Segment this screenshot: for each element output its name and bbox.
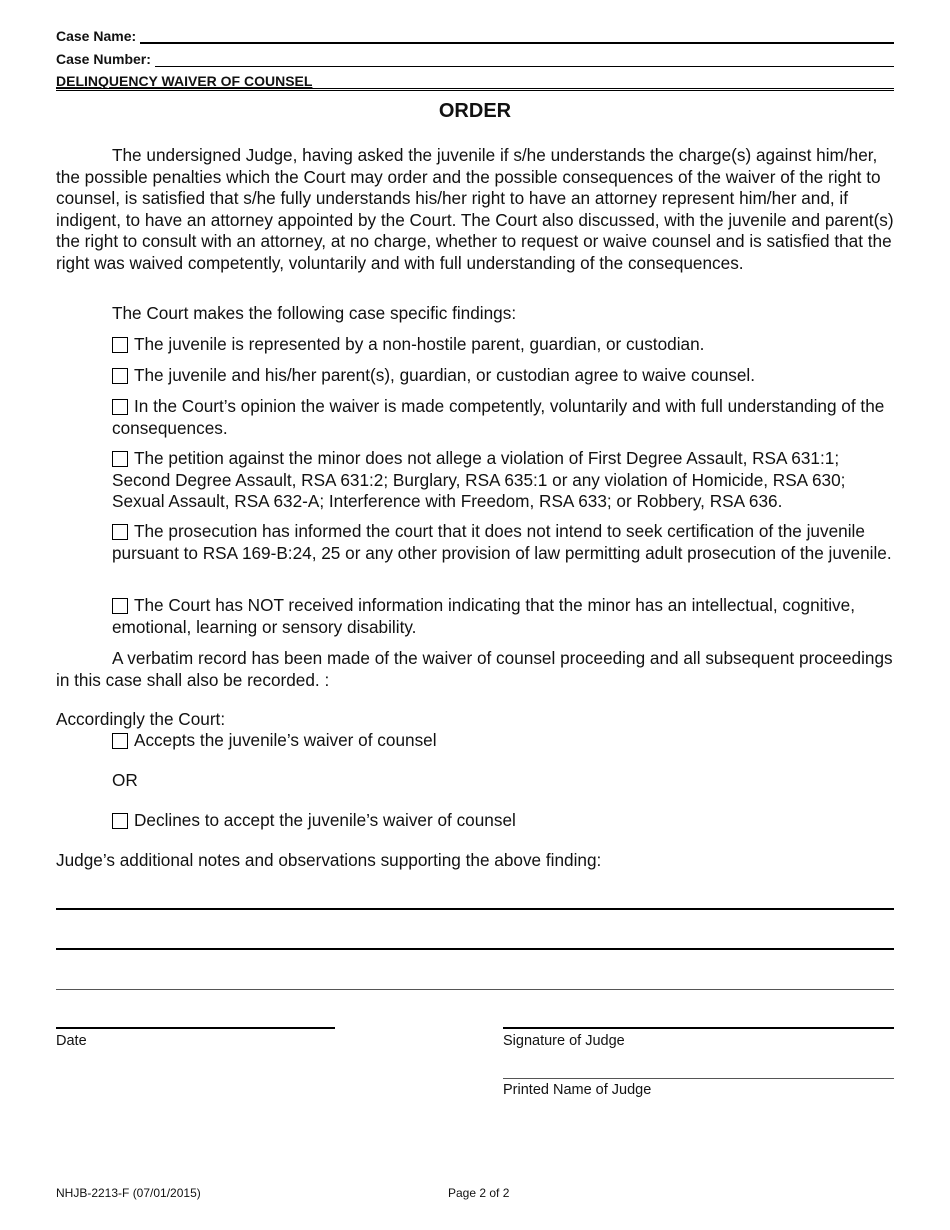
notes-line[interactable] bbox=[56, 948, 894, 950]
case-number-label: Case Number: bbox=[56, 51, 151, 67]
checkbox[interactable] bbox=[112, 337, 128, 353]
header-divider bbox=[56, 88, 894, 91]
decline-checkbox[interactable] bbox=[112, 813, 128, 829]
judge-signature-label: Signature of Judge bbox=[503, 1033, 625, 1049]
finding-text: The prosecution has informed the court that it does not intend to seek certification of the juvenile pursuant to RSA 169-B:24, 25 or any other provision of law permitting adult prosecution of the juvenile. bbox=[112, 521, 892, 563]
intro-paragraph: The undersigned Judge, having asked the juvenile if s/he understands the charge(s) against him/her, the possible penalties which the Court may order and the possible consequences of the waiver of the right to counsel, is satisfied that s/he fully understands his/her right to have an attorney represent him/her and, if indigent, to have an attorney appointed by the Court. The Court also discussed, with the juvenile and parent(s) the right to consult with an attorney, at no charge, whether to request or waive counsel and is satisfied that the right was waived competently, voluntarily and with full understanding of the consequences. bbox=[56, 145, 894, 273]
finding-item bbox=[112, 595, 894, 638]
finding-text: The petition against the minor does not allege a violation of First Degree Assault, RSA 631:1; Second Degree Assault, RSA 631:2; Burglary, RSA 635:1 or any violation of Homicide, RSA 630; Sexual Assault, RSA 632-A; Interference with Freedom, RSA 633; or Robbery, RSA 636. bbox=[112, 448, 846, 511]
checkbox[interactable] bbox=[112, 368, 128, 384]
checkbox[interactable] bbox=[112, 524, 128, 540]
printed-name-label: Printed Name of Judge bbox=[503, 1082, 652, 1098]
accept-option bbox=[112, 730, 894, 752]
finding-text: The juvenile and his/her parent(s), guardian, or custodian agree to waive counsel. bbox=[134, 365, 756, 385]
decline-option bbox=[112, 810, 894, 832]
notes-line[interactable] bbox=[56, 989, 894, 990]
printed-name-line[interactable] bbox=[503, 1078, 894, 1079]
case-name-row bbox=[56, 28, 894, 44]
form-id: NHJB-2213-F (07/01/2015) bbox=[56, 1186, 201, 1200]
finding-text: The juvenile is represented by a non-hostile parent, guardian, or custodian. bbox=[134, 334, 705, 354]
finding-item bbox=[112, 334, 894, 356]
checkbox[interactable] bbox=[112, 451, 128, 467]
accept-checkbox[interactable] bbox=[112, 733, 128, 749]
order-title: ORDER bbox=[438, 100, 512, 122]
verbatim-paragraph: A verbatim record has been made of the waiver of counsel proceeding and all subsequent proceedings in this case shall also be recorded. : bbox=[56, 648, 893, 690]
notes-line[interactable] bbox=[56, 908, 894, 910]
finding-item bbox=[112, 365, 894, 387]
finding-text: In the Court’s opinion the waiver is made competently, voluntarily and with full understanding of the consequences. bbox=[112, 396, 885, 438]
date-label: Date bbox=[56, 1033, 87, 1049]
date-line[interactable] bbox=[56, 1027, 335, 1029]
case-name-field[interactable] bbox=[140, 30, 894, 44]
finding-item bbox=[112, 521, 894, 564]
page-number: Page 2 of 2 bbox=[448, 1186, 510, 1200]
findings-intro: The Court makes the following case specific findings: bbox=[112, 303, 517, 323]
checkbox[interactable] bbox=[112, 598, 128, 614]
finding-item bbox=[112, 396, 894, 439]
notes-label: Judge’s additional notes and observations supporting the above finding: bbox=[56, 850, 602, 870]
accordingly-label: Accordingly the Court: bbox=[56, 709, 226, 729]
case-number-row bbox=[56, 51, 894, 67]
accept-label: Accepts the juvenile’s waiver of counsel bbox=[134, 730, 437, 750]
case-number-field[interactable] bbox=[155, 54, 894, 67]
form-title: DELINQUENCY WAIVER OF COUNSEL bbox=[56, 73, 313, 89]
or-label: OR bbox=[112, 770, 138, 790]
judge-signature-line[interactable] bbox=[503, 1027, 894, 1029]
checkbox[interactable] bbox=[112, 399, 128, 415]
finding-item bbox=[112, 448, 894, 513]
finding-text: The Court has NOT received information indicating that the minor has an intellectual, cognitive, emotional, learning or sensory disability. bbox=[112, 595, 855, 637]
decline-label: Declines to accept the juvenile’s waiver of counsel bbox=[134, 810, 516, 830]
case-name-label: Case Name: bbox=[56, 28, 137, 44]
